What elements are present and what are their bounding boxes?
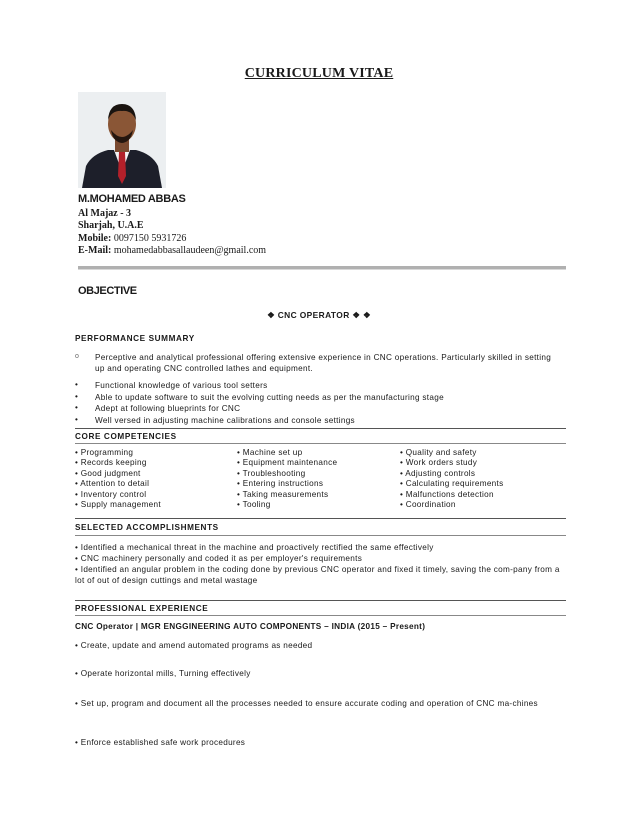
experience-item: • Enforce established safe work procedures (75, 738, 246, 747)
competency-item: • Adjusting controls (400, 468, 476, 478)
email-label: E-Mail: (78, 244, 112, 256)
performance-bullet: Functional knowledge of various tool setters (95, 381, 268, 390)
competency-item: • Tooling (237, 500, 271, 510)
address-line-2: Sharjah, U.A.E (78, 220, 144, 232)
performance-bullet: Able to update software to suit the evolving cutting needs as per the manufacturing stage (95, 393, 444, 402)
core-column-1 (75, 448, 161, 510)
header-divider (78, 266, 566, 270)
email-row (78, 245, 266, 257)
competency-item: • Quality and safety (400, 448, 477, 457)
competency-item: • Work orders study (400, 458, 478, 468)
competency-item: • Malfunctions detection (400, 489, 494, 499)
accomplishment-item: • Identified a mechanical threat in the machine and proactively rectified the same effectively (75, 543, 434, 552)
bullet-icon: • (75, 403, 78, 412)
section-rule (75, 600, 566, 601)
competency-item: • Attention to detail (75, 479, 150, 489)
experience-item: • Set up, program and document all the processes needed to ensure accurate coding and operation of CNC ma-chines (75, 699, 538, 708)
objective-role: ❖ CNC OPERATOR ❖ ❖ (267, 310, 371, 320)
mobile-label: Mobile: (78, 232, 112, 244)
mobile-value: 0097150 5931726 (111, 232, 187, 244)
bullet-icon: • (75, 380, 78, 389)
performance-intro: Perceptive and analytical professional offering extensive experience in CNC operations. Particularly skilled in setting up and operating CNC controlled lathes and equipment. (95, 353, 552, 374)
competency-item: • Coordination (400, 500, 456, 510)
core-column-2 (237, 448, 337, 510)
profile-photo (78, 92, 166, 188)
core-column-3 (400, 448, 504, 510)
performance-heading: PERFORMANCE SUMMARY (75, 334, 195, 343)
competency-item: • Machine set up (237, 448, 303, 457)
competency-item: • Supply management (75, 500, 161, 510)
competency-item: • Records keeping (75, 458, 147, 468)
accomplishments-heading: SELECTED ACCOMPLISHMENTS (75, 523, 219, 532)
section-rule (75, 615, 566, 616)
email-value: mohamedabbasallaudeen@gmail.com (111, 244, 267, 256)
ring-bullet-icon: o (75, 353, 79, 360)
section-rule (75, 535, 566, 536)
contact-block (78, 208, 266, 257)
competency-item: • Good judgment (75, 468, 141, 478)
competency-item: • Inventory control (75, 489, 147, 499)
accomplishment-item: • Identified an angular problem in the coding done by previous CNC operator and fixed it timely, saving the com-pany from a lot of out of design cuttings and metal wastage (75, 565, 560, 586)
experience-item: • Operate horizontal mills, Turning effectively (75, 669, 251, 678)
competency-item: • Entering instructions (237, 479, 324, 489)
document-title: CURRICULUM VITAE (244, 66, 394, 81)
objective-heading: OBJECTIVE (78, 285, 137, 297)
competency-item: • Calculating requirements (400, 479, 504, 489)
competency-item: • Troubleshooting (237, 468, 306, 478)
section-rule (75, 443, 566, 444)
candidate-name: M.MOHAMED ABBAS (78, 193, 186, 205)
core-heading: CORE COMPETENCIES (75, 432, 177, 441)
mobile-row (78, 233, 266, 245)
bullet-icon: • (75, 392, 78, 401)
competency-item: • Programming (75, 448, 134, 457)
accomplishment-item: • CNC machinery personally and coded it as per employer's requirements (75, 554, 363, 563)
bullet-icon: • (75, 415, 78, 424)
competency-item: • Equipment maintenance (237, 458, 338, 468)
section-rule (75, 518, 566, 519)
experience-heading: PROFESSIONAL EXPERIENCE (75, 604, 209, 613)
experience-item: • Create, update and amend automated programs as needed (75, 641, 313, 650)
section-rule (75, 428, 566, 429)
experience-role: CNC Operator | MGR ENGGINEERING AUTO COMPONENTS – INDIA (2015 – Present) (75, 622, 426, 631)
performance-bullet: Adept at following blueprints for CNC (95, 404, 241, 413)
performance-bullet: Well versed in adjusting machine calibrations and console settings (95, 416, 355, 425)
competency-item: • Taking measurements (237, 489, 329, 499)
address-line-1: Al Majaz - 3 (78, 208, 132, 219)
